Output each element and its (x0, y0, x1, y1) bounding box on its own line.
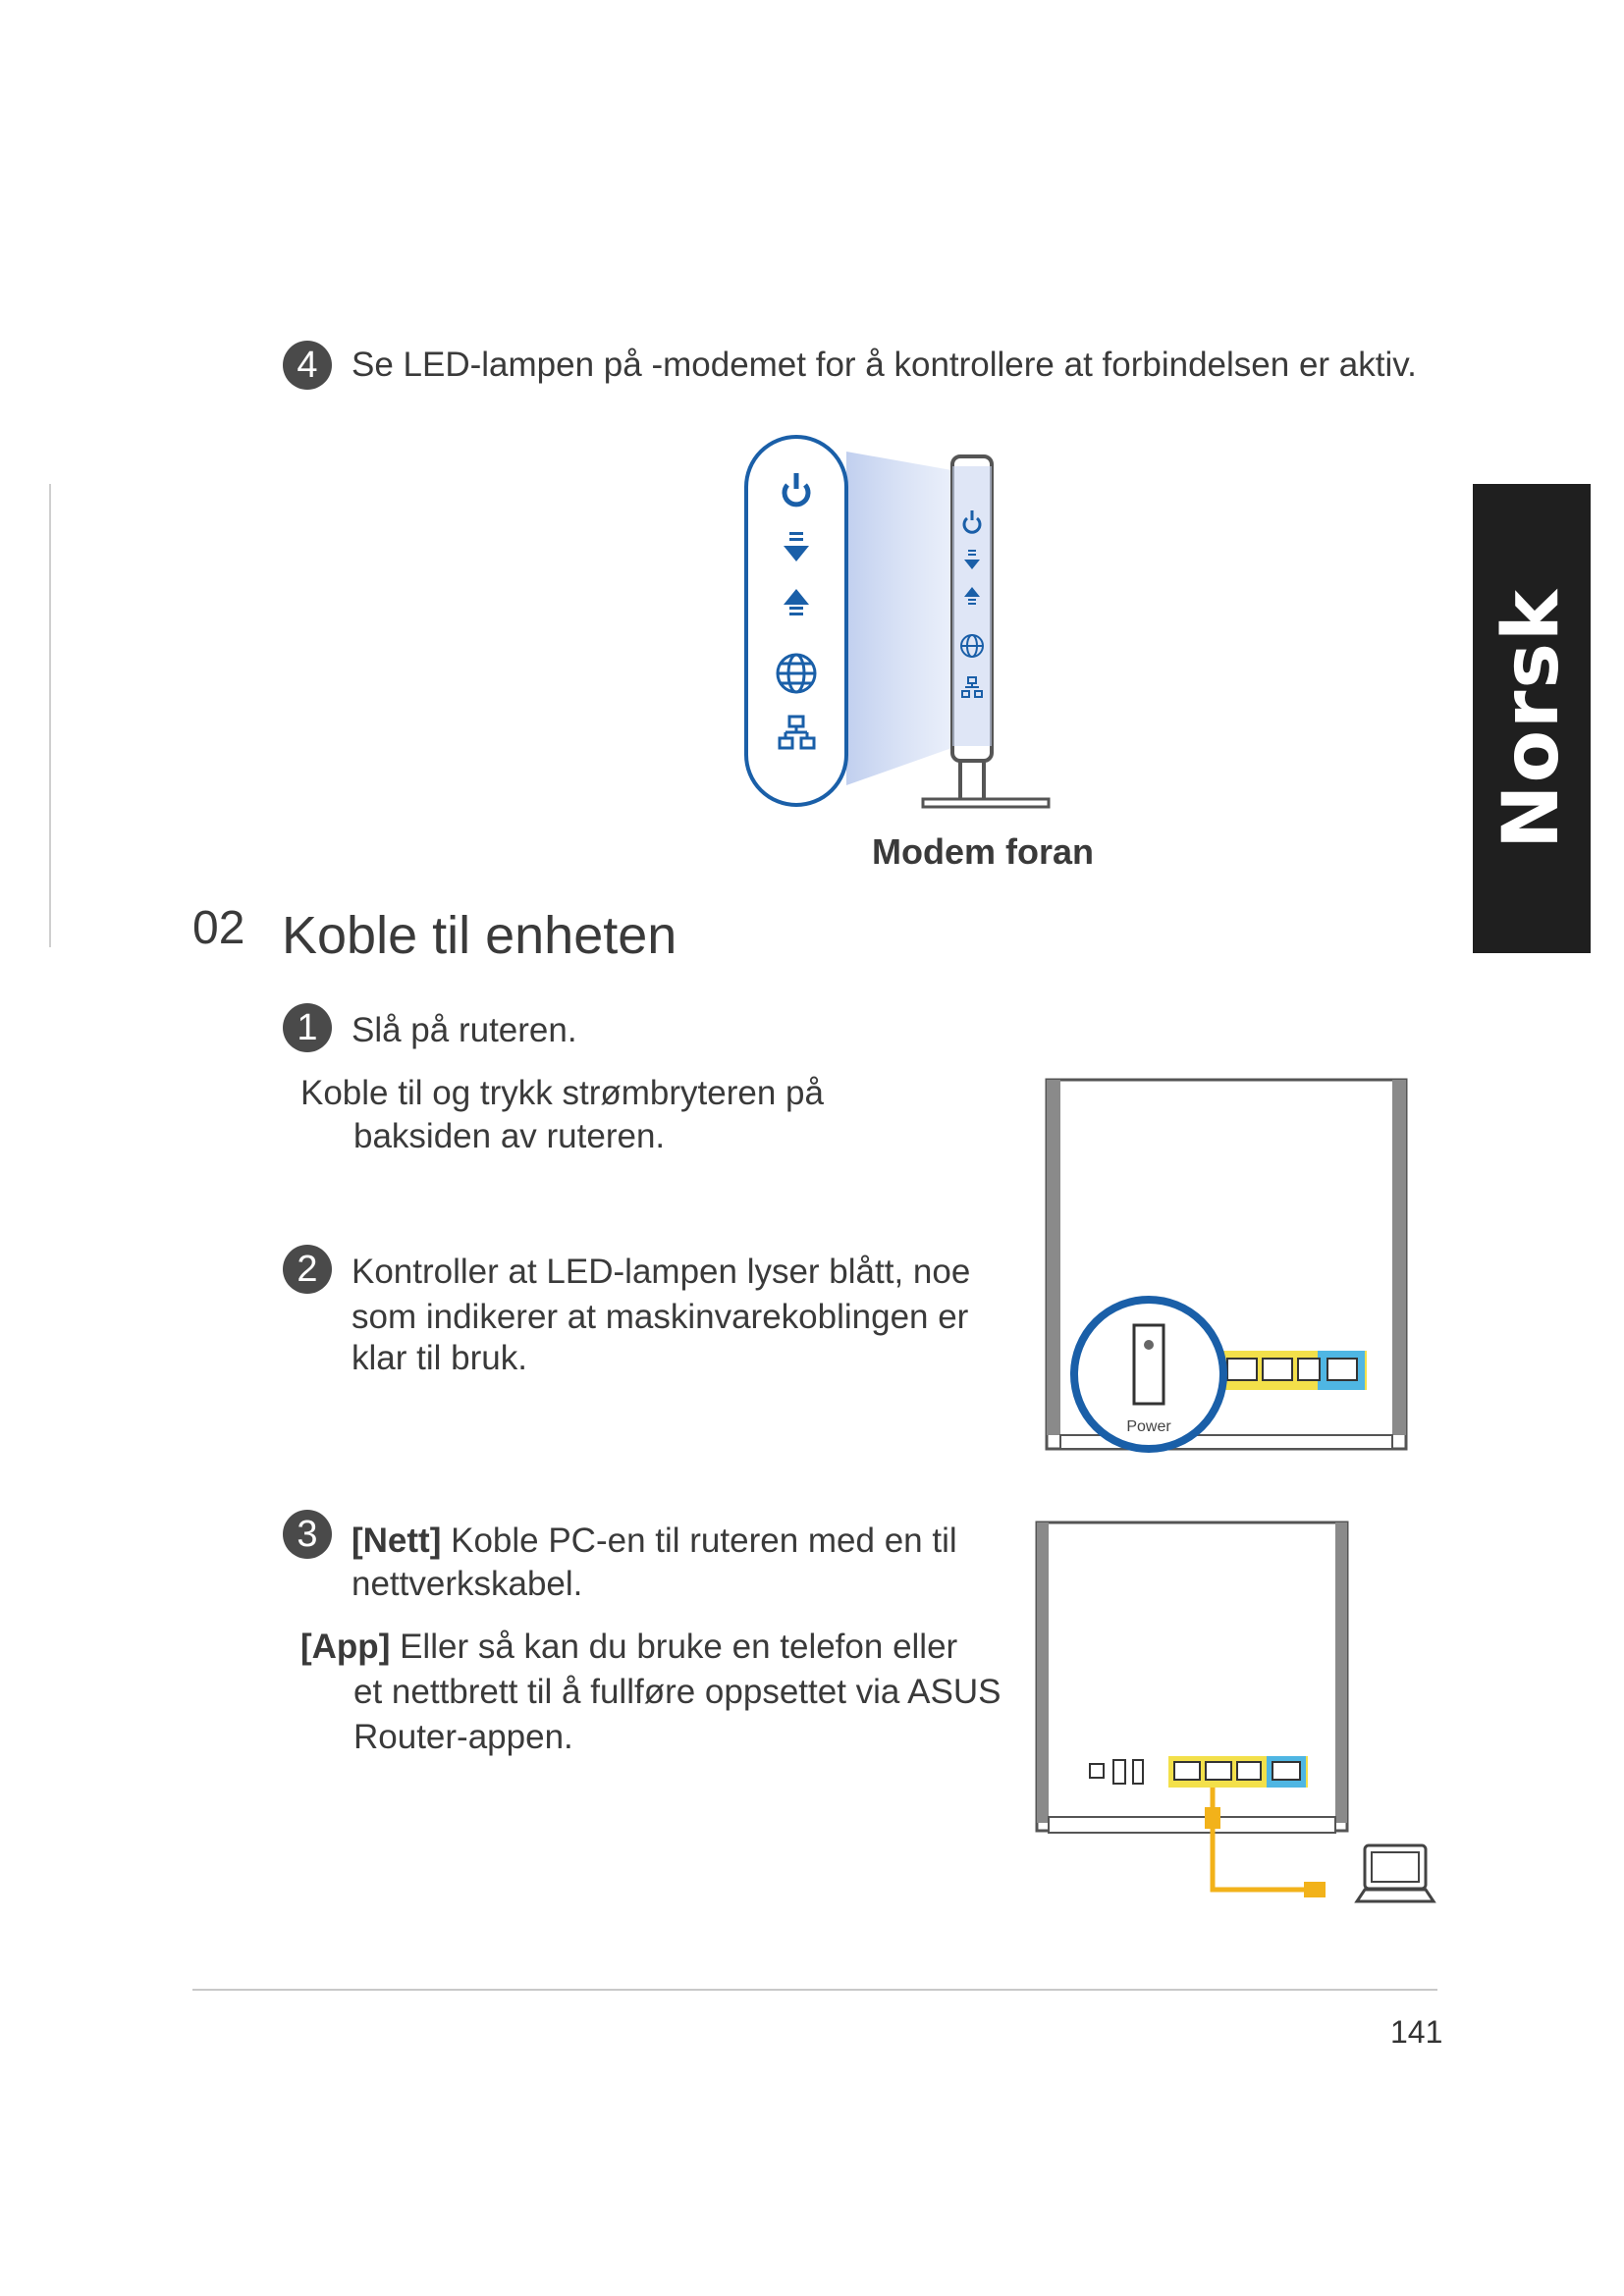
step-3-line4: et nettbrett til å fullføre oppsettet via ASUS (353, 1673, 1001, 1711)
step-2-line1: Kontroller at LED-lampen lyser blått, noe (352, 1253, 971, 1291)
router-laptop-illustration (1031, 1517, 1443, 1929)
cable-plug-laptop (1304, 1882, 1326, 1897)
laptop-icon (1357, 1845, 1434, 1901)
page-number: 141 (1390, 2014, 1443, 2050)
step-4-badge: 4 (283, 341, 332, 390)
step-1-text: Slå på ruteren. (352, 1011, 577, 1049)
step-3-line2: nettverkskabel. (352, 1565, 583, 1603)
step-1-badge: 1 (283, 1003, 332, 1052)
router-power-label: Power (1126, 1418, 1171, 1435)
step-3-line5: Router-appen. (353, 1718, 573, 1756)
step-3-line1 (352, 1520, 957, 1563)
section-number: 02 (192, 902, 245, 954)
step-3-bold-app: [App] (300, 1628, 391, 1666)
led-panel-magnified (746, 437, 846, 805)
step-1-detail-line1: Koble til og trykk strømbryteren på (300, 1074, 824, 1112)
cable-plug-router (1205, 1807, 1220, 1829)
step-4-text: Se LED-lampen på -modemet for å kontrollere at forbindelsen er aktiv. (352, 346, 1417, 384)
step-3-line1-text: Koble PC-en til ruteren med en til (441, 1522, 957, 1560)
modem-front-illustration (727, 422, 1070, 815)
footer-rule (192, 1989, 1437, 1991)
step-2-badge: 2 (283, 1245, 332, 1294)
language-tab (1473, 484, 1591, 953)
modem-stand (923, 799, 1049, 807)
step-3-app-line (300, 1626, 957, 1669)
step-3-line3-text: Eller så kan du bruke en telefon eller (390, 1628, 958, 1666)
step-2-line3: klar til bruk. (352, 1339, 527, 1377)
section-title: Koble til enheten (282, 906, 677, 965)
step-3-badge: 3 (283, 1510, 332, 1559)
light-beam (846, 452, 957, 785)
modem-caption: Modem foran (872, 831, 1095, 872)
step-2-line2: som indikerer at maskinvarekoblingen er (352, 1298, 969, 1336)
language-tab-label: Norsk (1488, 588, 1577, 849)
router-back-power-illustration (1041, 1070, 1414, 1463)
step-1-detail-line2: baksiden av ruteren. (353, 1117, 666, 1155)
step-3-bold-nett: [Nett] (352, 1522, 442, 1560)
power-switch (1134, 1325, 1164, 1404)
margin-rule (49, 484, 51, 947)
